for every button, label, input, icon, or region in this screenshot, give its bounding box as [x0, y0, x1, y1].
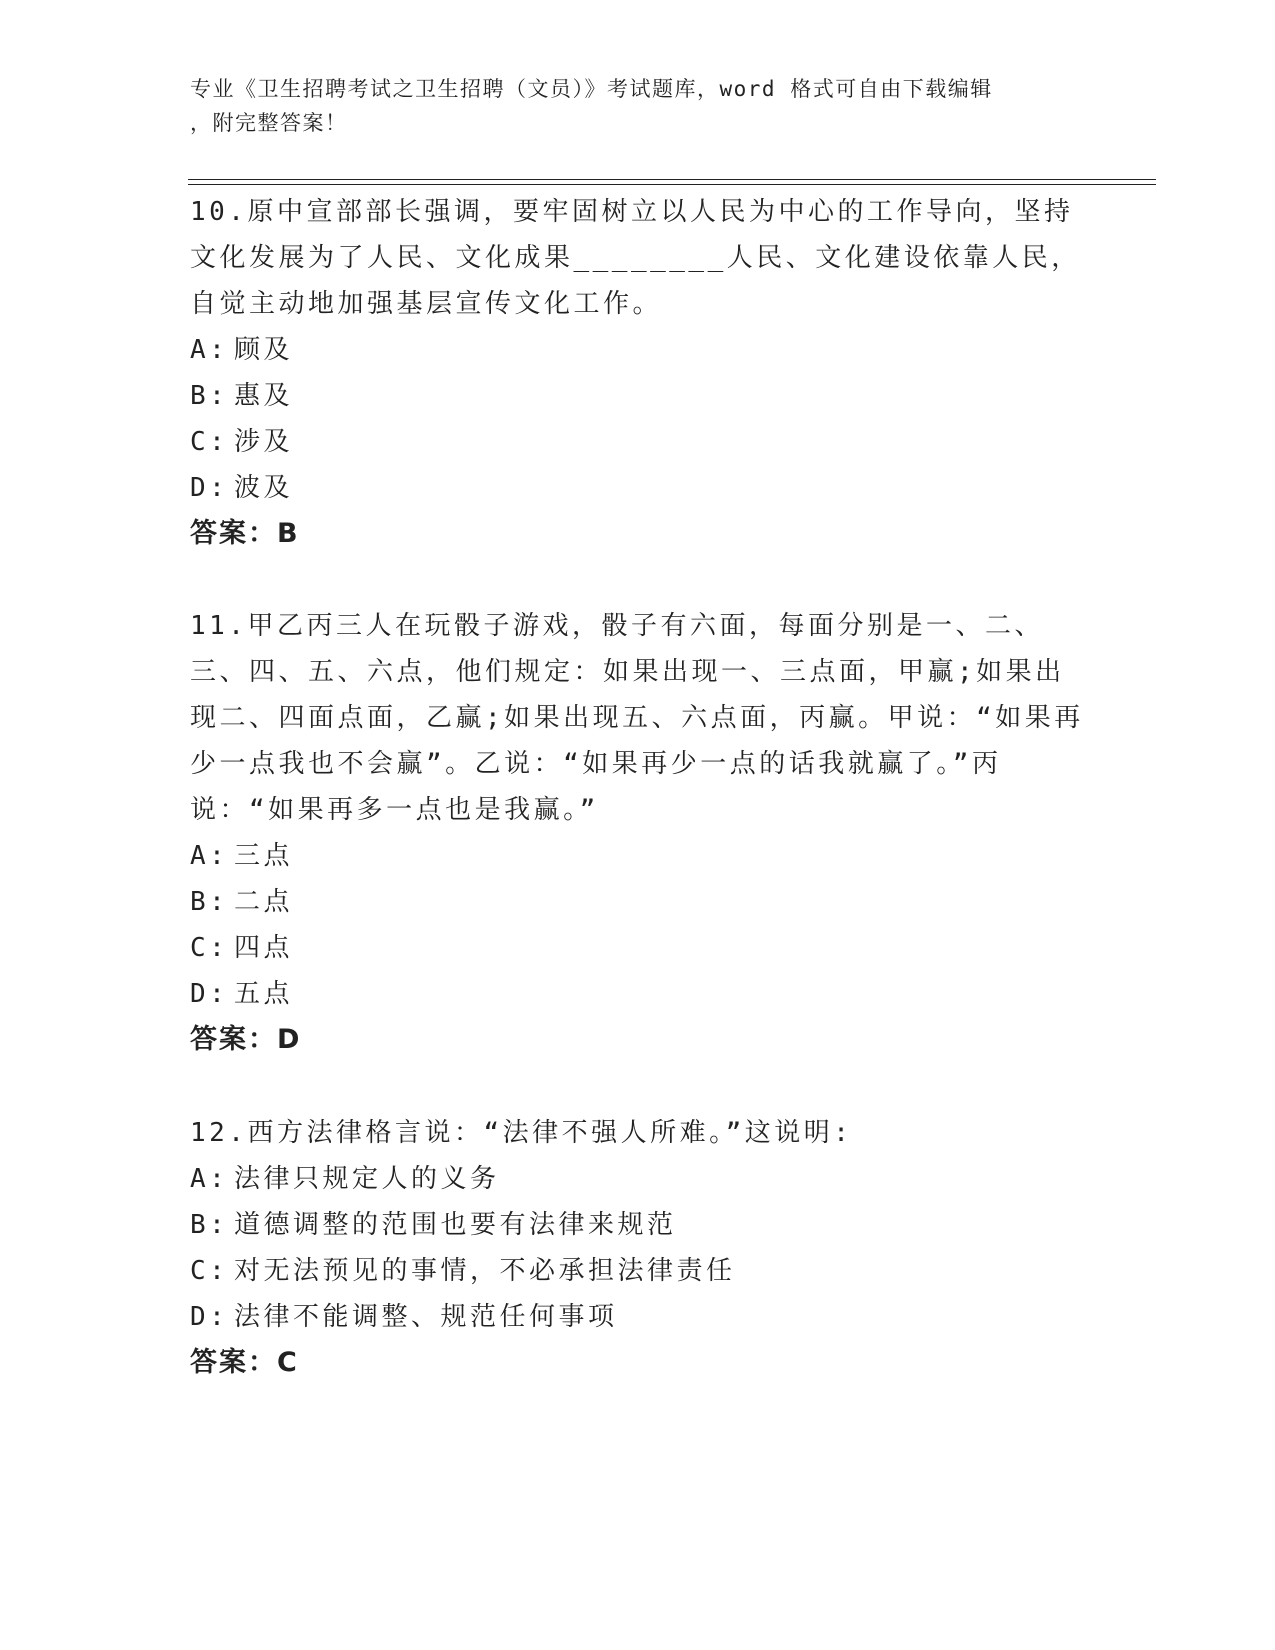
option-text: 道德调整的范围也要有法律来规范: [234, 1210, 677, 1240]
header-divider-bottom: [188, 184, 1156, 185]
option-label: D:: [190, 473, 229, 503]
answer-line: 答案：D: [190, 1024, 302, 1055]
option-d: [190, 971, 1090, 1017]
option-label: C:: [190, 427, 229, 457]
option-c: [190, 419, 1090, 465]
option-label: A:: [190, 335, 229, 365]
question-text: 10.原中宣部部长强调，要牢固树立以人民为中心的工作导向，坚持文化发展为了人民、文化成果________人民、文化建设依靠人民，自觉主动地加强基层宣传文化工作。: [190, 197, 1081, 319]
option-label: B:: [190, 887, 229, 917]
option-text: 顾及: [234, 335, 294, 365]
option-label: D:: [190, 1302, 229, 1332]
option-label: C:: [190, 1256, 229, 1286]
option-text: 五点: [234, 979, 294, 1009]
option-text: 法律不能调整、规范任何事项: [234, 1302, 618, 1332]
option-b: [190, 373, 1090, 419]
option-text: 波及: [234, 473, 294, 503]
option-text: 涉及: [234, 427, 294, 457]
option-label: B:: [190, 381, 229, 411]
question-11: [190, 603, 1090, 1063]
option-label: C:: [190, 933, 229, 963]
question-text: 11.甲乙丙三人在玩骰子游戏，骰子有六面，每面分别是一、二、三、四、五、六点，他们规定：如果出现一、三点面，甲赢;如果出现二、四面点面，乙赢;如果出现五、六点面，丙赢。甲说：“如果再少一点我也不会赢”。乙说：“如果再少一点的话我就赢了。”丙说：“如果再多一点也是我赢。”: [190, 611, 1084, 825]
option-text: 惠及: [234, 381, 294, 411]
option-c: [190, 1248, 1090, 1294]
option-b: [190, 879, 1090, 925]
option-b: [190, 1202, 1090, 1248]
option-c: [190, 925, 1090, 971]
question-12: [190, 1110, 1090, 1386]
option-d: [190, 465, 1090, 511]
option-text: 四点: [234, 933, 294, 963]
option-a: [190, 1156, 1090, 1202]
option-text: 对无法预见的事情，不必承担法律责任: [234, 1256, 736, 1286]
option-label: D:: [190, 979, 229, 1009]
question-10: [190, 189, 1090, 557]
option-text: 二点: [234, 887, 294, 917]
option-label: B:: [190, 1210, 229, 1240]
option-a: [190, 327, 1090, 373]
option-text: 三点: [234, 841, 294, 871]
answer-line: 答案：C: [190, 1347, 299, 1378]
header-divider-top: [188, 179, 1156, 180]
option-a: [190, 833, 1090, 879]
option-label: A:: [190, 841, 229, 871]
header-line-1: 专业《卫生招聘考试之卫生招聘（文员）》考试题库，word 格式可自由下载编辑: [190, 77, 993, 101]
option-label: A:: [190, 1164, 229, 1194]
option-text: 法律只规定人的义务: [234, 1164, 500, 1194]
header-line-2: ，附完整答案！: [190, 111, 348, 135]
answer-line: 答案：B: [190, 518, 300, 549]
option-d: [190, 1294, 1090, 1340]
document-header: [190, 72, 1090, 140]
question-text: 12.西方法律格言说：“法律不强人所难。”这说明:: [190, 1118, 853, 1148]
